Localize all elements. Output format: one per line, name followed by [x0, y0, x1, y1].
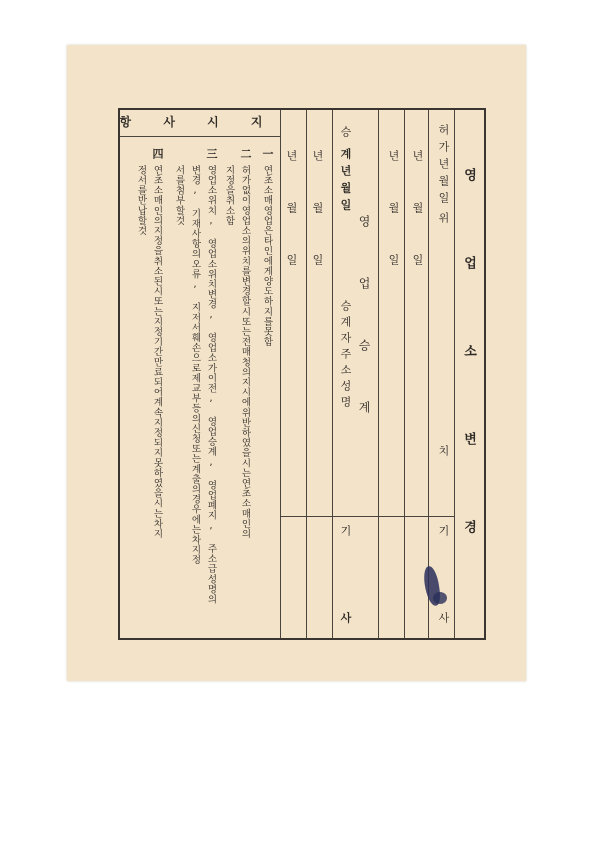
succession-title: 영 업 승 계: [357, 215, 371, 431]
location-gi: 기: [437, 525, 450, 537]
left-date-col-2: 년 월 일: [311, 150, 324, 279]
location-sa: 사: [437, 612, 450, 624]
item-4-text-1: 연초소매인의지정을취소된시또는지정기간만료되어계속지정되지못하였을시는차지: [151, 165, 163, 539]
divider-date-2: [332, 110, 333, 638]
permit-date-label: 허가년월일: [437, 124, 450, 209]
divider-succession: [378, 110, 379, 638]
item-4-number: 四: [151, 148, 164, 160]
item-1-number: 一: [261, 148, 274, 160]
right-date-col-2: 년 월 일: [411, 150, 424, 279]
left-date-col-1: 년 월 일: [285, 150, 298, 279]
item-3-text-1: 영업소위치, 영업소위치변경, 영업소가이전, 영업승계, 영업폐지, 주소급성명의: [205, 165, 217, 605]
divider-location: [454, 110, 455, 638]
location-wi: 위: [437, 212, 450, 224]
notice-title: 항 사 시 지: [119, 115, 277, 129]
item-2-text-2: 지정을취소함: [223, 165, 235, 226]
divider-date-1: [306, 110, 307, 638]
right-date-col-1: 년 월 일: [387, 150, 400, 279]
notice-title-rule: [120, 136, 280, 137]
item-2-text-1: 허가없이영업소의위치를변경할시또는전매청의지시에위반하였을시는연초소매인의: [239, 165, 251, 539]
item-2-number: 二: [239, 148, 252, 160]
succession-date: 계년월일: [339, 148, 352, 216]
ink-blot-small: [433, 592, 447, 604]
lower-rule: [280, 516, 454, 517]
item-3-text-2: 변경, 기재사항의오류, 지저서훼손으로제교부등의신청또는계출의경우에는차지정: [189, 165, 201, 565]
succession-gi: 기: [339, 525, 352, 537]
item-4-text-2: 정서를반납할것: [135, 165, 147, 236]
succession-label: 승: [339, 126, 352, 138]
divider-date-3: [404, 110, 405, 638]
document-title: 영 업 소 변 경: [461, 168, 476, 563]
divider-date-4: [428, 110, 429, 638]
item-3-text-3: 서를첨부할것: [173, 165, 185, 226]
succession-party: 승계자주소성명: [339, 300, 352, 412]
divider-notice: [280, 110, 281, 638]
item-1-text: 연초소매영업은타인에게양도하지를못함: [261, 165, 273, 347]
succession-sa: 사: [339, 612, 352, 624]
location-chi: 치: [437, 445, 450, 457]
item-3-number: 三: [205, 148, 218, 160]
